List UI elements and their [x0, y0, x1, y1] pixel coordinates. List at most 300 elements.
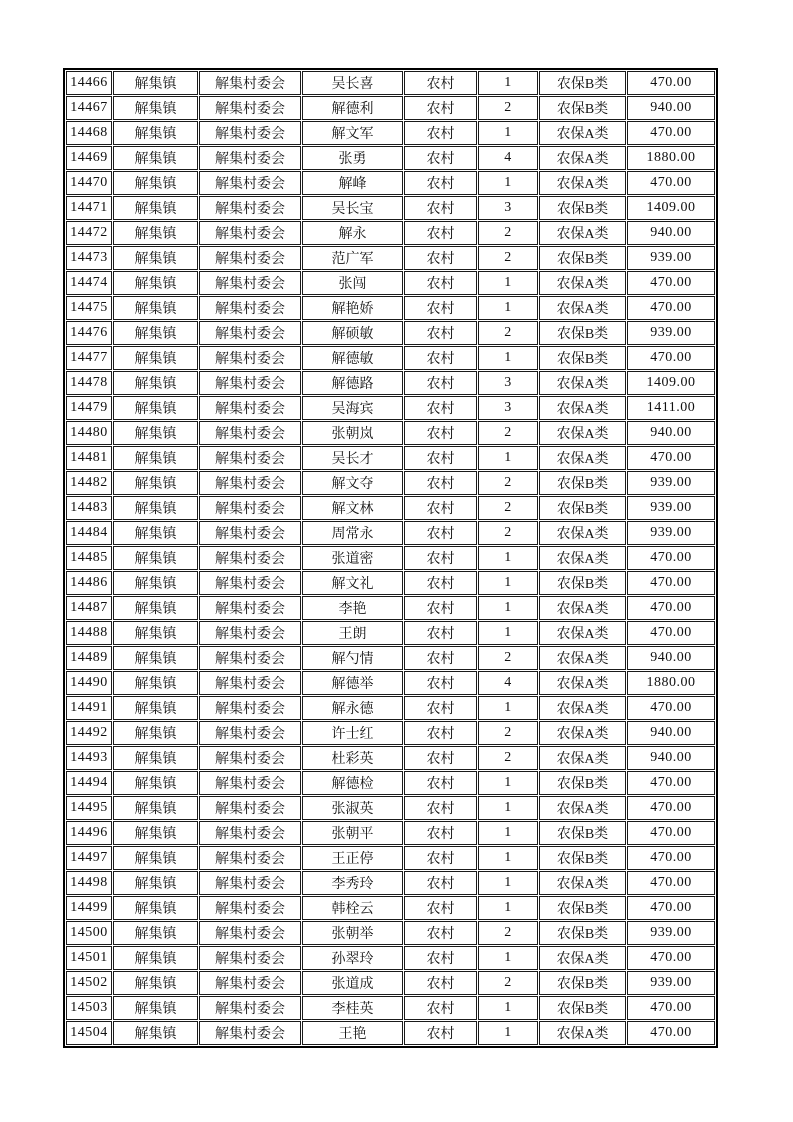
cell-person-name: 张淑英: [302, 796, 403, 820]
table-row: [66, 321, 715, 345]
cell-amount: 470.00: [627, 821, 715, 845]
cell-person-count: 1: [478, 171, 538, 195]
cell-serial-number: 14475: [66, 296, 112, 320]
cell-amount: 939.00: [627, 321, 715, 345]
cell-amount: 470.00: [627, 346, 715, 370]
cell-household-type: 农村: [404, 946, 477, 970]
cell-household-type: 农村: [404, 121, 477, 145]
cell-village-committee: 解集村委会: [199, 646, 301, 670]
cell-household-type: 农村: [404, 871, 477, 895]
table-row: [66, 721, 715, 745]
cell-insurance-category: 农保A类: [539, 721, 626, 745]
cell-person-name: 解德敏: [302, 346, 403, 370]
cell-town: 解集镇: [113, 771, 198, 795]
cell-person-name: 解德举: [302, 671, 403, 695]
cell-household-type: 农村: [404, 421, 477, 445]
cell-person-count: 2: [478, 521, 538, 545]
cell-person-name: 解永: [302, 221, 403, 245]
table-row: [66, 896, 715, 920]
cell-person-count: 1: [478, 346, 538, 370]
cell-village-committee: 解集村委会: [199, 971, 301, 995]
cell-town: 解集镇: [113, 71, 198, 95]
cell-amount: 940.00: [627, 421, 715, 445]
cell-insurance-category: 农保B类: [539, 771, 626, 795]
table-row: [66, 396, 715, 420]
cell-amount: 470.00: [627, 771, 715, 795]
cell-insurance-category: 农保A类: [539, 296, 626, 320]
cell-serial-number: 14478: [66, 371, 112, 395]
cell-person-count: 2: [478, 246, 538, 270]
table-row: [66, 921, 715, 945]
cell-person-name: 解硕敏: [302, 321, 403, 345]
cell-village-committee: 解集村委会: [199, 921, 301, 945]
table-row: [66, 146, 715, 170]
cell-village-committee: 解集村委会: [199, 246, 301, 270]
cell-person-name: 解文军: [302, 121, 403, 145]
cell-serial-number: 14477: [66, 346, 112, 370]
cell-village-committee: 解集村委会: [199, 946, 301, 970]
cell-amount: 940.00: [627, 646, 715, 670]
table-row: [66, 496, 715, 520]
cell-household-type: 农村: [404, 71, 477, 95]
cell-person-name: 王艳: [302, 1021, 403, 1045]
cell-amount: 1409.00: [627, 196, 715, 220]
cell-town: 解集镇: [113, 521, 198, 545]
cell-insurance-category: 农保A类: [539, 546, 626, 570]
cell-person-count: 1: [478, 996, 538, 1020]
cell-person-name: 解峰: [302, 171, 403, 195]
cell-serial-number: 14476: [66, 321, 112, 345]
cell-insurance-category: 农保B类: [539, 896, 626, 920]
cell-village-committee: 解集村委会: [199, 871, 301, 895]
cell-serial-number: 14494: [66, 771, 112, 795]
cell-serial-number: 14503: [66, 996, 112, 1020]
table-row: [66, 696, 715, 720]
cell-town: 解集镇: [113, 296, 198, 320]
cell-person-count: 1: [478, 121, 538, 145]
cell-town: 解集镇: [113, 596, 198, 620]
cell-amount: 470.00: [627, 896, 715, 920]
cell-town: 解集镇: [113, 671, 198, 695]
cell-person-name: 李艳: [302, 596, 403, 620]
cell-serial-number: 14491: [66, 696, 112, 720]
cell-insurance-category: 农保B类: [539, 96, 626, 120]
table-row: [66, 1021, 715, 1045]
cell-serial-number: 14497: [66, 846, 112, 870]
cell-village-committee: 解集村委会: [199, 621, 301, 645]
cell-amount: 470.00: [627, 446, 715, 470]
cell-town: 解集镇: [113, 946, 198, 970]
cell-household-type: 农村: [404, 796, 477, 820]
cell-person-name: 韩栓云: [302, 896, 403, 920]
cell-town: 解集镇: [113, 171, 198, 195]
cell-person-name: 解文林: [302, 496, 403, 520]
cell-household-type: 农村: [404, 396, 477, 420]
records-table-body: [66, 71, 715, 1045]
cell-person-count: 1: [478, 296, 538, 320]
cell-person-count: 1: [478, 896, 538, 920]
cell-village-committee: 解集村委会: [199, 471, 301, 495]
cell-person-count: 2: [478, 421, 538, 445]
cell-insurance-category: 农保A类: [539, 371, 626, 395]
cell-household-type: 农村: [404, 896, 477, 920]
table-row: [66, 471, 715, 495]
cell-person-name: 解艳娇: [302, 296, 403, 320]
table-row: [66, 796, 715, 820]
cell-household-type: 农村: [404, 596, 477, 620]
table-row: [66, 621, 715, 645]
cell-insurance-category: 农保A类: [539, 646, 626, 670]
cell-amount: 470.00: [627, 271, 715, 295]
cell-person-count: 1: [478, 546, 538, 570]
cell-household-type: 农村: [404, 846, 477, 870]
cell-amount: 939.00: [627, 921, 715, 945]
cell-town: 解集镇: [113, 846, 198, 870]
cell-insurance-category: 农保B类: [539, 321, 626, 345]
table-row: [66, 96, 715, 120]
cell-amount: 939.00: [627, 496, 715, 520]
cell-town: 解集镇: [113, 246, 198, 270]
cell-person-name: 解文夺: [302, 471, 403, 495]
table-row: [66, 746, 715, 770]
table-row: [66, 996, 715, 1020]
cell-household-type: 农村: [404, 546, 477, 570]
cell-household-type: 农村: [404, 671, 477, 695]
cell-household-type: 农村: [404, 346, 477, 370]
table-row: [66, 171, 715, 195]
cell-person-name: 解德路: [302, 371, 403, 395]
cell-village-committee: 解集村委会: [199, 746, 301, 770]
cell-person-name: 解德利: [302, 96, 403, 120]
table-row: [66, 121, 715, 145]
cell-serial-number: 14487: [66, 596, 112, 620]
cell-village-committee: 解集村委会: [199, 846, 301, 870]
cell-serial-number: 14470: [66, 171, 112, 195]
cell-town: 解集镇: [113, 346, 198, 370]
cell-person-count: 2: [478, 646, 538, 670]
cell-town: 解集镇: [113, 471, 198, 495]
cell-person-name: 解勺情: [302, 646, 403, 670]
cell-person-count: 1: [478, 621, 538, 645]
cell-serial-number: 14473: [66, 246, 112, 270]
cell-person-name: 吴长才: [302, 446, 403, 470]
cell-serial-number: 14492: [66, 721, 112, 745]
cell-town: 解集镇: [113, 496, 198, 520]
cell-person-count: 1: [478, 571, 538, 595]
cell-serial-number: 14466: [66, 71, 112, 95]
cell-insurance-category: 农保B类: [539, 971, 626, 995]
cell-town: 解集镇: [113, 196, 198, 220]
cell-town: 解集镇: [113, 321, 198, 345]
cell-serial-number: 14486: [66, 571, 112, 595]
cell-person-name: 张勇: [302, 146, 403, 170]
cell-person-count: 3: [478, 196, 538, 220]
cell-insurance-category: 农保A类: [539, 621, 626, 645]
cell-person-count: 1: [478, 871, 538, 895]
cell-town: 解集镇: [113, 146, 198, 170]
cell-household-type: 农村: [404, 321, 477, 345]
table-row: [66, 671, 715, 695]
cell-household-type: 农村: [404, 271, 477, 295]
cell-serial-number: 14469: [66, 146, 112, 170]
table-row: [66, 871, 715, 895]
cell-village-committee: 解集村委会: [199, 571, 301, 595]
table-row: [66, 846, 715, 870]
cell-amount: 939.00: [627, 971, 715, 995]
cell-amount: 470.00: [627, 546, 715, 570]
cell-insurance-category: 农保B类: [539, 246, 626, 270]
cell-amount: 1880.00: [627, 671, 715, 695]
cell-person-name: 吴长宝: [302, 196, 403, 220]
cell-amount: 470.00: [627, 996, 715, 1020]
cell-serial-number: 14490: [66, 671, 112, 695]
cell-person-name: 王朗: [302, 621, 403, 645]
cell-person-count: 1: [478, 596, 538, 620]
cell-village-committee: 解集村委会: [199, 446, 301, 470]
cell-person-count: 1: [478, 821, 538, 845]
cell-person-count: 1: [478, 1021, 538, 1045]
cell-insurance-category: 农保A类: [539, 171, 626, 195]
cell-serial-number: 14500: [66, 921, 112, 945]
cell-amount: 470.00: [627, 596, 715, 620]
cell-person-name: 解文礼: [302, 571, 403, 595]
cell-person-count: 1: [478, 696, 538, 720]
cell-town: 解集镇: [113, 396, 198, 420]
cell-amount: 470.00: [627, 296, 715, 320]
cell-village-committee: 解集村委会: [199, 346, 301, 370]
cell-village-committee: 解集村委会: [199, 996, 301, 1020]
cell-person-name: 杜彩英: [302, 746, 403, 770]
cell-insurance-category: 农保A类: [539, 146, 626, 170]
cell-insurance-category: 农保A类: [539, 746, 626, 770]
cell-serial-number: 14499: [66, 896, 112, 920]
cell-serial-number: 14483: [66, 496, 112, 520]
cell-village-committee: 解集村委会: [199, 546, 301, 570]
cell-town: 解集镇: [113, 371, 198, 395]
cell-town: 解集镇: [113, 796, 198, 820]
cell-person-count: 2: [478, 921, 538, 945]
cell-town: 解集镇: [113, 621, 198, 645]
table-row: [66, 546, 715, 570]
cell-town: 解集镇: [113, 571, 198, 595]
cell-person-name: 范广军: [302, 246, 403, 270]
cell-amount: 470.00: [627, 846, 715, 870]
cell-household-type: 农村: [404, 696, 477, 720]
cell-insurance-category: 农保B类: [539, 496, 626, 520]
cell-person-count: 1: [478, 271, 538, 295]
cell-person-name: 解永德: [302, 696, 403, 720]
cell-household-type: 农村: [404, 721, 477, 745]
cell-household-type: 农村: [404, 821, 477, 845]
cell-insurance-category: 农保A类: [539, 946, 626, 970]
cell-amount: 470.00: [627, 946, 715, 970]
cell-serial-number: 14482: [66, 471, 112, 495]
cell-person-name: 许士红: [302, 721, 403, 745]
cell-amount: 1409.00: [627, 371, 715, 395]
cell-insurance-category: 农保A类: [539, 871, 626, 895]
table-row: [66, 646, 715, 670]
cell-amount: 1880.00: [627, 146, 715, 170]
cell-household-type: 农村: [404, 96, 477, 120]
cell-insurance-category: 农保A类: [539, 796, 626, 820]
cell-insurance-category: 农保B类: [539, 471, 626, 495]
cell-village-committee: 解集村委会: [199, 396, 301, 420]
cell-person-count: 1: [478, 846, 538, 870]
cell-person-count: 1: [478, 796, 538, 820]
table-row: [66, 296, 715, 320]
cell-village-committee: 解集村委会: [199, 896, 301, 920]
cell-town: 解集镇: [113, 996, 198, 1020]
cell-village-committee: 解集村委会: [199, 796, 301, 820]
cell-town: 解集镇: [113, 821, 198, 845]
cell-village-committee: 解集村委会: [199, 171, 301, 195]
cell-amount: 470.00: [627, 796, 715, 820]
table-row: [66, 571, 715, 595]
cell-person-count: 2: [478, 971, 538, 995]
cell-amount: 470.00: [627, 171, 715, 195]
cell-person-name: 王正停: [302, 846, 403, 870]
cell-insurance-category: 农保A类: [539, 521, 626, 545]
cell-serial-number: 14504: [66, 1021, 112, 1045]
cell-village-committee: 解集村委会: [199, 596, 301, 620]
cell-serial-number: 14501: [66, 946, 112, 970]
cell-village-committee: 解集村委会: [199, 271, 301, 295]
cell-town: 解集镇: [113, 696, 198, 720]
cell-amount: 940.00: [627, 96, 715, 120]
cell-person-count: 1: [478, 771, 538, 795]
cell-village-committee: 解集村委会: [199, 821, 301, 845]
cell-serial-number: 14467: [66, 96, 112, 120]
cell-serial-number: 14498: [66, 871, 112, 895]
cell-person-count: 2: [478, 721, 538, 745]
cell-insurance-category: 农保A类: [539, 121, 626, 145]
cell-person-count: 3: [478, 396, 538, 420]
cell-town: 解集镇: [113, 746, 198, 770]
cell-village-committee: 解集村委会: [199, 696, 301, 720]
cell-person-name: 张道成: [302, 971, 403, 995]
cell-person-name: 张朝岚: [302, 421, 403, 445]
cell-town: 解集镇: [113, 96, 198, 120]
cell-village-committee: 解集村委会: [199, 371, 301, 395]
cell-town: 解集镇: [113, 871, 198, 895]
cell-insurance-category: 农保B类: [539, 346, 626, 370]
cell-village-committee: 解集村委会: [199, 771, 301, 795]
cell-amount: 940.00: [627, 746, 715, 770]
cell-amount: 939.00: [627, 521, 715, 545]
cell-serial-number: 14485: [66, 546, 112, 570]
cell-serial-number: 14484: [66, 521, 112, 545]
cell-serial-number: 14495: [66, 796, 112, 820]
table-row: [66, 221, 715, 245]
cell-insurance-category: 农保B类: [539, 71, 626, 95]
cell-village-committee: 解集村委会: [199, 196, 301, 220]
cell-town: 解集镇: [113, 271, 198, 295]
table-row: [66, 371, 715, 395]
cell-insurance-category: 农保A类: [539, 396, 626, 420]
cell-person-count: 3: [478, 371, 538, 395]
table-row: [66, 946, 715, 970]
cell-village-committee: 解集村委会: [199, 421, 301, 445]
cell-amount: 940.00: [627, 221, 715, 245]
cell-town: 解集镇: [113, 646, 198, 670]
table-row: [66, 971, 715, 995]
cell-village-committee: 解集村委会: [199, 146, 301, 170]
cell-person-count: 4: [478, 671, 538, 695]
cell-insurance-category: 农保B类: [539, 846, 626, 870]
table-row: [66, 521, 715, 545]
cell-town: 解集镇: [113, 421, 198, 445]
cell-amount: 939.00: [627, 471, 715, 495]
cell-person-count: 2: [478, 321, 538, 345]
cell-household-type: 农村: [404, 771, 477, 795]
cell-insurance-category: 农保A类: [539, 696, 626, 720]
table-row: [66, 596, 715, 620]
cell-person-name: 吴长喜: [302, 71, 403, 95]
cell-insurance-category: 农保A类: [539, 446, 626, 470]
cell-household-type: 农村: [404, 221, 477, 245]
cell-person-name: 李秀玲: [302, 871, 403, 895]
cell-insurance-category: 农保B类: [539, 196, 626, 220]
cell-household-type: 农村: [404, 646, 477, 670]
cell-amount: 1411.00: [627, 396, 715, 420]
cell-town: 解集镇: [113, 221, 198, 245]
cell-household-type: 农村: [404, 496, 477, 520]
cell-insurance-category: 农保A类: [539, 271, 626, 295]
cell-amount: 470.00: [627, 621, 715, 645]
cell-serial-number: 14493: [66, 746, 112, 770]
cell-person-name: 周常永: [302, 521, 403, 545]
cell-amount: 939.00: [627, 246, 715, 270]
cell-household-type: 农村: [404, 746, 477, 770]
cell-town: 解集镇: [113, 721, 198, 745]
cell-person-count: 1: [478, 71, 538, 95]
cell-village-committee: 解集村委会: [199, 96, 301, 120]
cell-village-committee: 解集村委会: [199, 296, 301, 320]
cell-insurance-category: 农保B类: [539, 821, 626, 845]
cell-person-name: 张道密: [302, 546, 403, 570]
cell-serial-number: 14496: [66, 821, 112, 845]
cell-village-committee: 解集村委会: [199, 321, 301, 345]
cell-household-type: 农村: [404, 371, 477, 395]
cell-village-committee: 解集村委会: [199, 721, 301, 745]
cell-town: 解集镇: [113, 1021, 198, 1045]
cell-person-name: 李桂英: [302, 996, 403, 1020]
cell-insurance-category: 农保A类: [539, 1021, 626, 1045]
cell-person-count: 2: [478, 746, 538, 770]
cell-village-committee: 解集村委会: [199, 496, 301, 520]
cell-village-committee: 解集村委会: [199, 521, 301, 545]
cell-household-type: 农村: [404, 471, 477, 495]
cell-village-committee: 解集村委会: [199, 71, 301, 95]
cell-village-committee: 解集村委会: [199, 1021, 301, 1045]
cell-insurance-category: 农保B类: [539, 571, 626, 595]
table-row: [66, 771, 715, 795]
table-row: [66, 246, 715, 270]
table-row: [66, 446, 715, 470]
cell-insurance-category: 农保B类: [539, 921, 626, 945]
cell-person-count: 2: [478, 471, 538, 495]
table-row: [66, 821, 715, 845]
cell-household-type: 农村: [404, 621, 477, 645]
cell-serial-number: 14471: [66, 196, 112, 220]
cell-amount: 470.00: [627, 871, 715, 895]
cell-person-name: 吴海宾: [302, 396, 403, 420]
cell-person-name: 张朝平: [302, 821, 403, 845]
cell-person-count: 1: [478, 946, 538, 970]
cell-amount: 470.00: [627, 121, 715, 145]
records-table: [63, 68, 718, 1048]
cell-household-type: 农村: [404, 521, 477, 545]
